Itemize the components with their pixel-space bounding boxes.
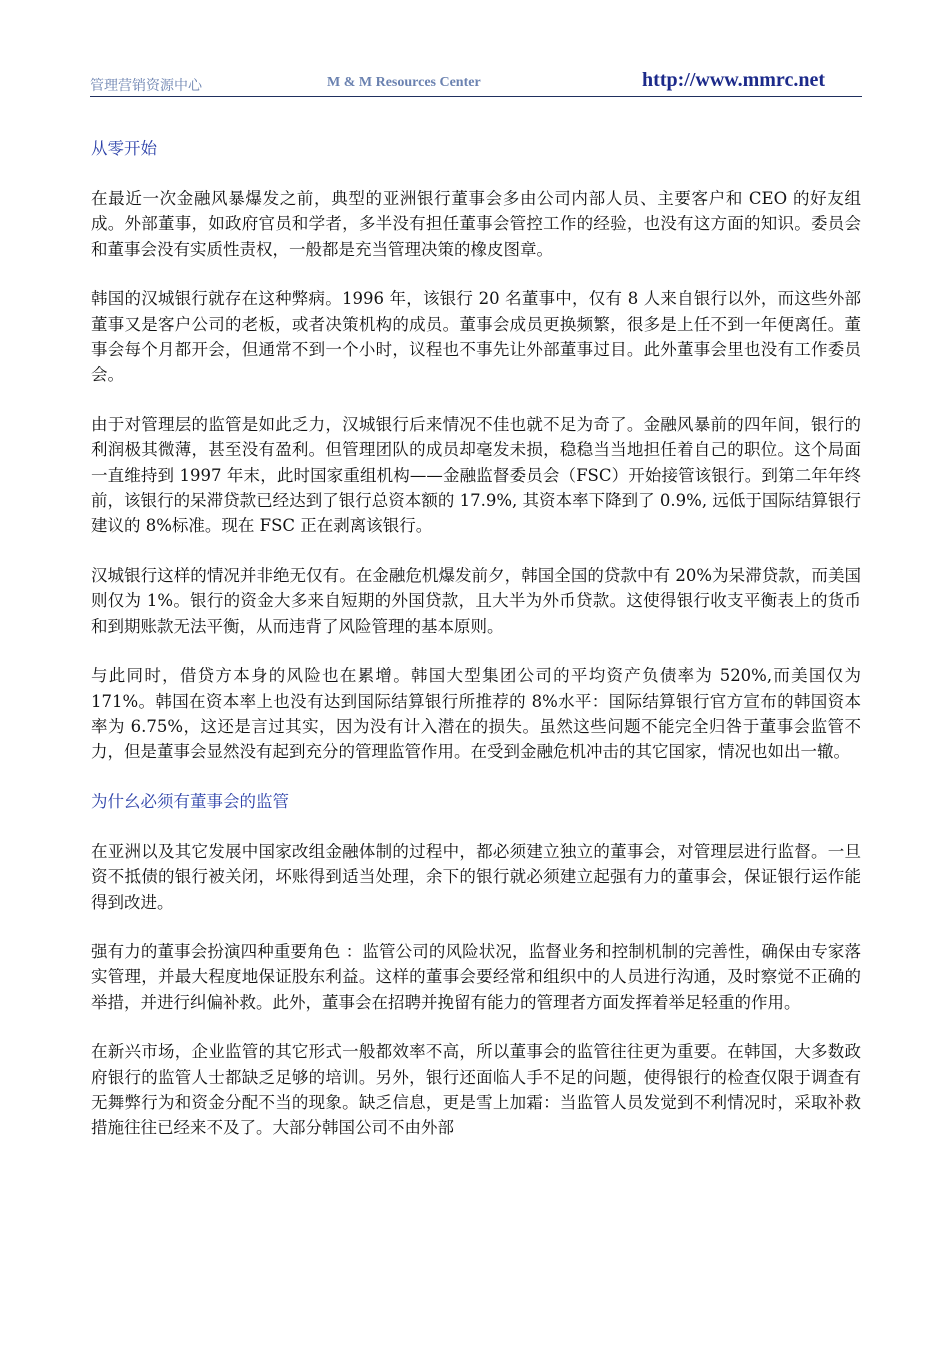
section-heading: 为什幺必须有董事会的监管 — [91, 791, 289, 811]
paragraph: 汉城银行这样的情况并非绝无仅有。在金融危机爆发前夕，韩国全国的贷款中有 20%为呆滞贷款，而美国则仅为 1%。银行的资金大多来自短期的外国贷款，且大半为外币贷款。这使得银行收支平衡表上的货币和到期账款无法平衡，从而违背了风险管理的基本原则。 — [91, 565, 861, 636]
header-url-link[interactable]: http://www.mmrc.net — [642, 69, 825, 91]
paragraph: 在新兴市场，企业监管的其它形式一般都效率不高，所以董事会的监管往往更为重要。在韩国，大多数政府银行的监管人士都缺乏足够的培训。另外，银行还面临人手不足的问题，使得银行的检查仅限于调查有无舞弊行为和资金分配不当的现象。缺乏信息，更是雪上加霜：当监管人员发觉到不利情况时，采取补救措施往往已经来不及了。大部分韩国公司不由外部 — [91, 1042, 861, 1138]
paragraph: 由于对管理层的监管是如此乏力，汉城银行后来情况不佳也就不足为奇了。金融风暴前的四年间，银行的利润极其微薄，甚至没有盈利。但管理团队的成员却毫发未损，稳稳当当地担任着自己的职位。这个局面一直维持到 1997 年末，此时国家重组机构——金融监督委员会（FSC）开始接管该银行。到第二年年终前，该银行的呆滞贷款已经达到了银行总资本额的 17.9%, 其资本率下降到了 0.9%, 远低于国际结算银行建议的 8%标准。现在 FSC 正在剥离该银行。 — [91, 414, 861, 536]
paragraph: 韩国的汉城银行就存在这种弊病。1996 年，该银行 20 名董事中，仅有 8 人来自银行以外，而这些外部董事又是客户公司的老板，或者决策机构的成员。董事会成员更换频繁，很多是上任不到一年便离任。董事会每个月都开会，但通常不到一个小时，议程也不事先让外部董事过目。此外董事会里也没有工作委员会。 — [91, 289, 861, 385]
page-header — [90, 68, 862, 97]
paragraph: 与此同时，借贷方本身的风险也在累增。韩国大型集团公司的平均资产负债率为 520%,而美国仅为 171%。韩国在资本率上也没有达到国际结算银行所推荐的 8%水平：国际结算银行官方宣布的韩国资本率为 6.75%，这还是言过其实，因为没有计入潜在的损失。虽然这些问题不能完全归咎于董事会监管不力，但是董事会显然没有起到充分的管理监管作用。在受到金融危机冲击的其它国家，情况也如出一辙。 — [91, 666, 861, 762]
section-heading: 从零开始 — [91, 139, 157, 158]
header-org-chinese: 管理营销资源中心 — [90, 78, 202, 94]
paragraph: 在亚洲以及其它发展中国家改组金融体制的过程中，都必须建立独立的董事会，对管理层进行监督。一旦资不抵债的银行被关闭，坏账得到适当处理，余下的银行就必须建立起强有力的董事会，保证银行运作能得到改进。 — [91, 841, 861, 912]
paragraph: 强有力的董事会扮演四种重要角色 ：监管公司的风险状况，监督业务和控制机制的完善性，确保由专家落实管理，并最大程度地保证股东利益。这样的董事会要经常和组织中的人员进行沟通，及时察觉不正确的举措，并进行纠偏补救。此外，董事会在招聘并挽留有能力的管理者方面发挥着举足轻重的作用。 — [91, 941, 861, 1012]
paragraph: 在最近一次金融风暴爆发之前，典型的亚洲银行董事会多由公司内部人员、主要客户和 CEO 的好友组成。外部董事，如政府官员和学者，多半没有担任董事会管控工作的经验，也没有这方面的知识。委员会和董事会没有实质性责权，一般都是充当管理决策的橡皮图章。 — [91, 189, 861, 259]
article-body — [91, 136, 861, 1165]
header-org-english: M & M Resources Center — [327, 75, 481, 90]
